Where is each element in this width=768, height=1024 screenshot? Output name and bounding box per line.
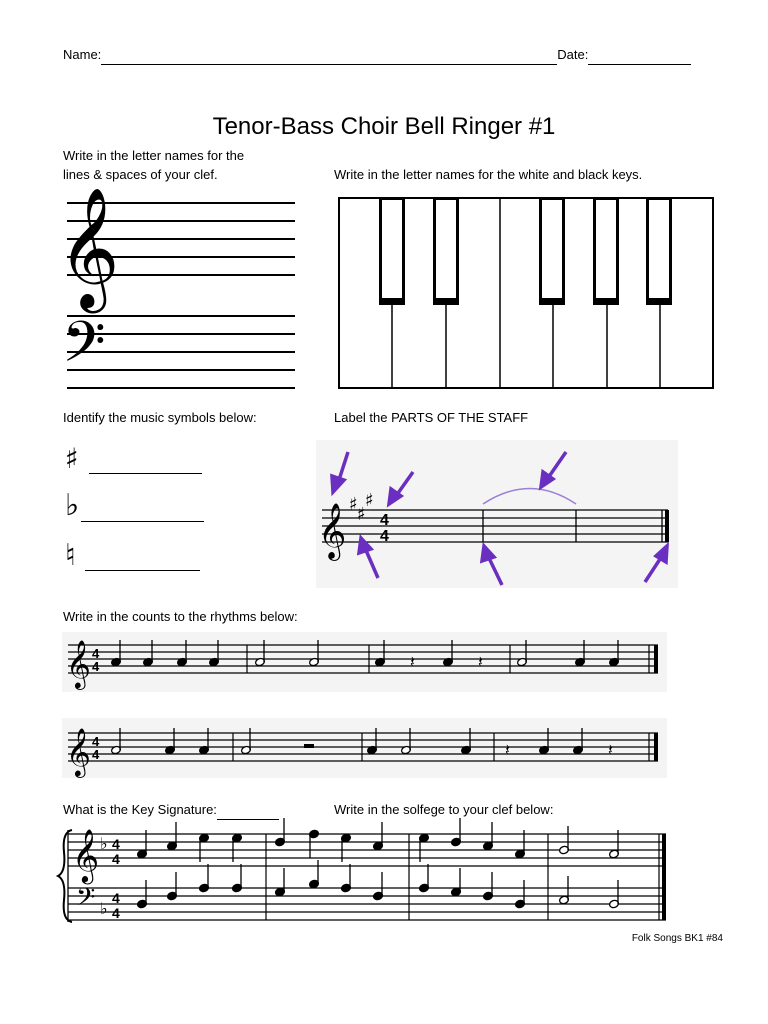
- svg-text:𝄽: 𝄽: [608, 740, 613, 759]
- svg-text:4: 4: [112, 836, 120, 852]
- keys-instruction: Write in the letter names for the white and black keys.: [334, 167, 643, 182]
- solfege-instruction: Write in the solfege to your clef below:: [334, 802, 554, 817]
- rhythms-instruction: Write in the counts to the rhythms below:: [63, 609, 298, 624]
- svg-text:𝄞: 𝄞: [66, 639, 91, 688]
- page-title: Tenor-Bass Choir Bell Ringer #1: [212, 113, 556, 140]
- svg-text:4: 4: [112, 905, 120, 921]
- svg-text:4: 4: [92, 747, 100, 762]
- svg-text:4: 4: [92, 734, 100, 749]
- sharp-icon: ♯: [65, 442, 79, 475]
- svg-text:4: 4: [92, 646, 100, 661]
- time-sig-top: 4: [380, 512, 389, 529]
- clef-instruction-line2: lines & spaces of your clef.: [63, 167, 218, 182]
- bass-clef-icon: 𝄢: [76, 883, 96, 918]
- treble-clef-icon: 𝄞: [72, 828, 100, 882]
- treble-clef-icon: 𝄞: [58, 186, 120, 308]
- svg-text:𝄽: 𝄽: [478, 652, 483, 671]
- sharp-icon: ♯: [357, 504, 366, 525]
- bass-clef-icon: 𝄢: [62, 310, 106, 389]
- flat-icon: ♭: [100, 899, 108, 918]
- svg-text:4: 4: [112, 851, 120, 867]
- svg-text:𝄽: 𝄽: [410, 652, 415, 671]
- date-label: Date:: [557, 47, 589, 62]
- time-sig-bottom: 4: [380, 528, 389, 545]
- sharp-icon: ♯: [365, 490, 374, 511]
- footer-source: Folk Songs BK1 #84: [631, 933, 723, 944]
- key-signature-question: What is the Key Signature:: [63, 802, 217, 817]
- symbols-instruction: Identify the music symbols below:: [63, 410, 257, 425]
- flat-icon: ♭: [100, 834, 108, 853]
- svg-text:𝄽: 𝄽: [505, 740, 510, 759]
- sharp-icon: ♯: [349, 494, 358, 515]
- name-label: Name:: [63, 47, 102, 62]
- svg-text:4: 4: [112, 890, 120, 906]
- clef-instruction-line1: Write in the letter names for the: [63, 148, 245, 163]
- natural-icon: ♮: [65, 538, 76, 573]
- flat-icon: ♭: [65, 488, 80, 523]
- svg-text:4: 4: [92, 659, 100, 674]
- staff-parts-instruction: Label the PARTS OF THE STAFF: [334, 410, 529, 425]
- brace-icon: [58, 830, 72, 922]
- treble-clef-icon: 𝄞: [318, 503, 347, 559]
- svg-text:𝄞: 𝄞: [66, 727, 91, 776]
